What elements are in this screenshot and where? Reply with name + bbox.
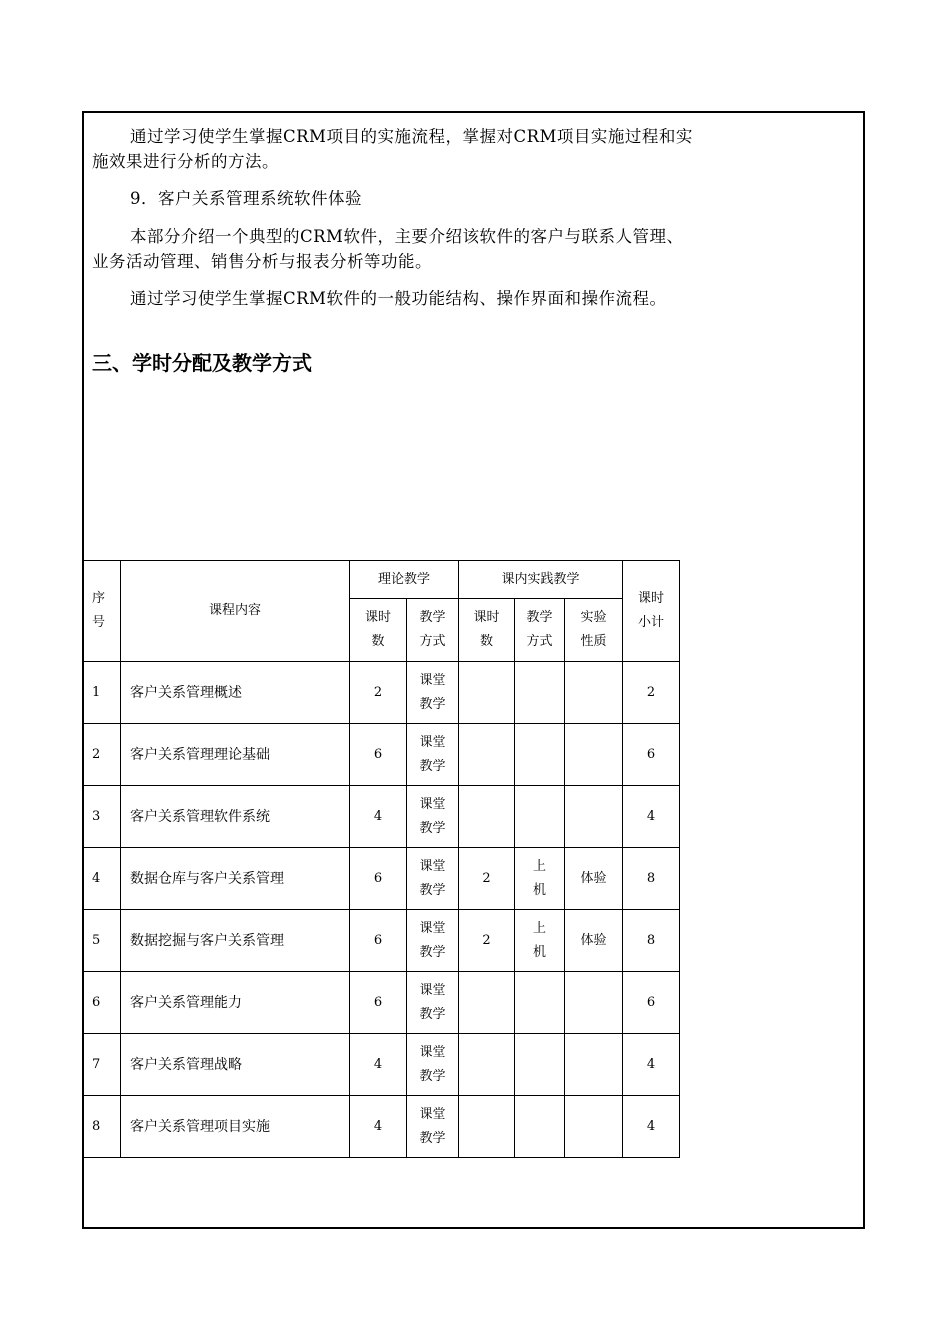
row-practice-hours — [459, 724, 515, 786]
row-theory-method — [407, 1096, 459, 1158]
table-row — [84, 1034, 680, 1096]
header-practice: 课内实践教学 — [459, 561, 623, 599]
row-practice-method — [515, 1096, 565, 1158]
header-theory-method-line1: 教学 — [419, 610, 446, 625]
header-subtotal-line1: 课时 — [637, 591, 664, 606]
table-row — [84, 1096, 680, 1158]
section-heading: 三、学时分配及教学方式 — [92, 351, 312, 375]
row-method-line2: 教学 — [419, 944, 446, 960]
row-content: 客户关系管理战略 — [121, 1034, 350, 1096]
row-content: 数据挖掘与客户关系管理 — [121, 910, 350, 972]
row-seq: 8 — [84, 1096, 121, 1158]
row-seq: 2 — [84, 724, 121, 786]
row-seq: 5 — [84, 910, 121, 972]
row-seq: 4 — [84, 848, 121, 910]
row-method-line1: 课堂 — [419, 734, 446, 750]
row-content: 客户关系管理项目实施 — [121, 1096, 350, 1158]
header-theory-hours — [350, 599, 407, 662]
row-nature — [565, 1096, 623, 1158]
row-theory-hours: 4 — [350, 786, 407, 848]
header-exp-nature-line2: 性质 — [580, 634, 607, 649]
paragraph-software-intro: 本部分介绍一个典型的CRM软件，主要介绍该软件的客户与联系人管理、业务活动管理、销售分析与报表分析等功能。 — [92, 227, 684, 271]
row-subtotal: 4 — [623, 1096, 680, 1158]
row-practice-method — [515, 662, 565, 724]
row-practice-method — [515, 1034, 565, 1096]
header-practice-method-line2: 方式 — [526, 634, 553, 649]
table-row — [84, 724, 680, 786]
row-nature: 体验 — [565, 848, 623, 910]
row-content: 数据仓库与客户关系管理 — [121, 848, 350, 910]
header-practice-hours-line2: 数 — [479, 634, 493, 649]
header-theory-hours-line1: 课时 — [364, 610, 391, 625]
row-practice-hours — [459, 972, 515, 1034]
row-practice-method-line1: 上 — [532, 920, 546, 936]
row-subtotal: 4 — [623, 1034, 680, 1096]
row-content: 客户关系管理能力 — [121, 972, 350, 1034]
header-practice-hours — [459, 599, 515, 662]
row-content: 客户关系管理理论基础 — [121, 724, 350, 786]
row-subtotal: 8 — [623, 848, 680, 910]
row-subtotal: 6 — [623, 724, 680, 786]
row-method-line1: 课堂 — [419, 920, 446, 936]
row-nature — [565, 662, 623, 724]
row-practice-method — [515, 786, 565, 848]
row-method-line1: 课堂 — [419, 796, 446, 812]
row-nature — [565, 786, 623, 848]
header-theory-method-line2: 方式 — [419, 634, 446, 649]
row-theory-hours: 4 — [350, 1096, 407, 1158]
row-practice-hours — [459, 786, 515, 848]
row-subtotal: 2 — [623, 662, 680, 724]
row-theory-hours: 2 — [350, 662, 407, 724]
header-content: 课程内容 — [121, 561, 350, 662]
header-seq — [84, 561, 121, 662]
table-row — [84, 972, 680, 1034]
row-theory-hours: 6 — [350, 848, 407, 910]
paragraph-software-experience-title: 9．客户关系管理系统软件体验 — [130, 189, 362, 208]
row-subtotal: 4 — [623, 786, 680, 848]
row-theory-method — [407, 786, 459, 848]
row-nature: 体验 — [565, 910, 623, 972]
row-theory-method — [407, 1034, 459, 1096]
header-subtotal — [623, 561, 680, 662]
header-practice-method — [515, 599, 565, 662]
row-practice-method — [515, 724, 565, 786]
row-practice-method-line2: 机 — [532, 944, 546, 960]
row-subtotal: 8 — [623, 910, 680, 972]
header-seq-line2: 号 — [92, 615, 106, 630]
row-method-line2: 教学 — [419, 820, 446, 836]
row-content: 客户关系管理概述 — [121, 662, 350, 724]
row-theory-method — [407, 848, 459, 910]
header-theory-hours-line2: 数 — [371, 634, 385, 649]
row-content: 客户关系管理软件系统 — [121, 786, 350, 848]
row-practice-method-line1: 上 — [532, 858, 546, 874]
row-method-line1: 课堂 — [419, 858, 446, 874]
row-practice-method — [515, 972, 565, 1034]
row-seq: 3 — [84, 786, 121, 848]
row-method-line2: 教学 — [419, 758, 446, 774]
header-theory: 理论教学 — [350, 561, 459, 599]
row-nature — [565, 724, 623, 786]
header-practice-method-line1: 教学 — [526, 610, 553, 625]
row-practice-method — [515, 910, 565, 972]
row-theory-method — [407, 910, 459, 972]
row-practice-hours — [459, 1034, 515, 1096]
header-practice-hours-line1: 课时 — [473, 610, 500, 625]
row-theory-hours: 6 — [350, 910, 407, 972]
row-seq: 6 — [84, 972, 121, 1034]
row-theory-hours: 6 — [350, 724, 407, 786]
row-nature — [565, 972, 623, 1034]
row-seq: 7 — [84, 1034, 121, 1096]
table-row — [84, 662, 680, 724]
header-exp-nature-line1: 实验 — [580, 610, 607, 625]
paragraph-learning-goal: 通过学习使学生掌握CRM软件的一般功能结构、操作界面和操作流程。 — [130, 289, 667, 308]
row-subtotal: 6 — [623, 972, 680, 1034]
row-method-line1: 课堂 — [419, 672, 446, 688]
paragraph-crm-implementation: 通过学习使学生掌握CRM项目的实施流程，掌握对CRM项目实施过程和实施效果进行分析的方法。 — [92, 127, 693, 171]
row-practice-method — [515, 848, 565, 910]
row-method-line1: 课堂 — [419, 1044, 446, 1060]
table-row — [84, 910, 680, 972]
row-method-line2: 教学 — [419, 1068, 446, 1084]
header-subtotal-line2: 小计 — [637, 615, 664, 630]
hours-allocation-table — [83, 560, 680, 1158]
row-method-line1: 课堂 — [419, 982, 446, 998]
row-theory-hours: 6 — [350, 972, 407, 1034]
row-method-line2: 教学 — [419, 1006, 446, 1022]
row-theory-method — [407, 972, 459, 1034]
row-theory-method — [407, 662, 459, 724]
row-practice-hours — [459, 1096, 515, 1158]
row-practice-hours — [459, 662, 515, 724]
table-row — [84, 786, 680, 848]
row-method-line1: 课堂 — [419, 1106, 446, 1122]
row-nature — [565, 1034, 623, 1096]
table-row — [84, 848, 680, 910]
row-practice-hours: 2 — [459, 848, 515, 910]
row-seq: 1 — [84, 662, 121, 724]
row-practice-method-line2: 机 — [532, 882, 546, 898]
header-seq-line1: 序 — [92, 591, 106, 606]
table-header-row-1 — [84, 561, 680, 599]
header-exp-nature — [565, 599, 623, 662]
row-theory-method — [407, 724, 459, 786]
row-method-line2: 教学 — [419, 696, 446, 712]
header-theory-method — [407, 599, 459, 662]
row-method-line2: 教学 — [419, 882, 446, 898]
row-theory-hours: 4 — [350, 1034, 407, 1096]
row-method-line2: 教学 — [419, 1130, 446, 1146]
row-practice-hours: 2 — [459, 910, 515, 972]
